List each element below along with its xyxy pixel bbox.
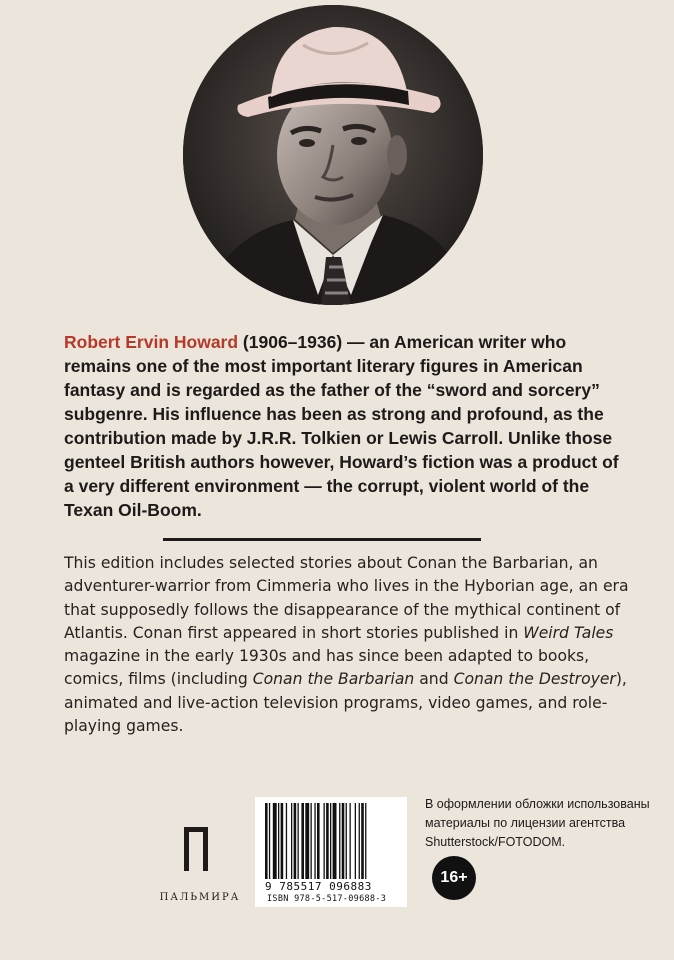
credits-line: материалы по лицензии агентства (425, 816, 626, 830)
barcode-bar (346, 803, 347, 879)
credits-line: Shutterstock/FOTODOM. (425, 835, 566, 849)
barcode-bar (317, 803, 320, 879)
author-name: Robert Ervin Howard (64, 332, 239, 352)
barcode-bar (281, 803, 284, 879)
barcode-bar (294, 803, 297, 879)
description-text: This edition includes selected stories about Conan the Barbarian, an adventurer-warrior from Cimmeria who lives in the Hyborian age, an era that supposedly follows the disappearance of the mythical continent of Atlantis. Conan first appeared in short stories published in (64, 554, 629, 642)
barcode-bar (305, 803, 309, 879)
barcode-bar (265, 803, 268, 879)
barcode-bar (291, 803, 292, 879)
barcode-bar (339, 803, 340, 879)
barcode-bar (359, 803, 360, 879)
author-portrait (183, 5, 483, 305)
barcode-bar (355, 803, 356, 879)
barcode-bar (365, 803, 366, 879)
barcode-bar (278, 803, 279, 879)
barcode-bar (333, 803, 337, 879)
book-description (64, 552, 638, 738)
age-rating-badge: 16+ (432, 856, 476, 900)
barcode-bar (311, 803, 312, 879)
barcode-bar (286, 803, 287, 879)
description-text: magazine in the early 1930s and has since been adapted to books, comics, films (including (64, 647, 590, 689)
barcode-bar (361, 803, 364, 879)
barcode-bar (273, 803, 277, 879)
barcode-bar (330, 803, 331, 879)
author-bio (64, 330, 624, 522)
barcode-bar (324, 803, 325, 879)
description-text: and (414, 670, 454, 689)
film-title: Conan the Destroyer (453, 670, 616, 689)
palmira-logo-icon (182, 825, 210, 873)
barcode (255, 797, 407, 907)
barcode-bar (326, 803, 329, 879)
barcode-bar (342, 803, 345, 879)
credits-line: В оформлении обложки использованы (425, 797, 650, 811)
barcode-bars (265, 803, 399, 879)
barcode-bar (301, 803, 304, 879)
image-credits (425, 795, 660, 852)
publisher-logo (150, 825, 250, 915)
barcode-digits: 9 785517 096883 (265, 880, 372, 893)
film-title: Conan the Barbarian (252, 670, 415, 689)
description-text: ), animated and live-action television programs, video games, and role-playing games. (64, 670, 627, 736)
barcode-bar (269, 803, 270, 879)
magazine-title: Weird Tales (523, 623, 614, 642)
publisher-name: ПАЛЬМИРА (159, 892, 241, 903)
section-divider (163, 538, 481, 541)
isbn-number: ISBN 978-5-517-09688-3 (267, 894, 387, 904)
author-bio-text: (1906–1936) — an American writer who remains one of the most important literary figures in American fantasy and is regarded as the father of the “sword and sorcery” subgenre. His influence has been as strong and profound, as the contribution made by J.R.R. Tolkien or Lewis Carroll. Unlike those genteel British authors however, Howard’s fiction was a product of a very different environment — the corrupt, violent world of the Texan Oil-Boom. (64, 332, 619, 520)
barcode-bar (350, 803, 351, 879)
author-portrait-photo (183, 5, 483, 305)
barcode-bar (314, 803, 315, 879)
barcode-bar (298, 803, 299, 879)
